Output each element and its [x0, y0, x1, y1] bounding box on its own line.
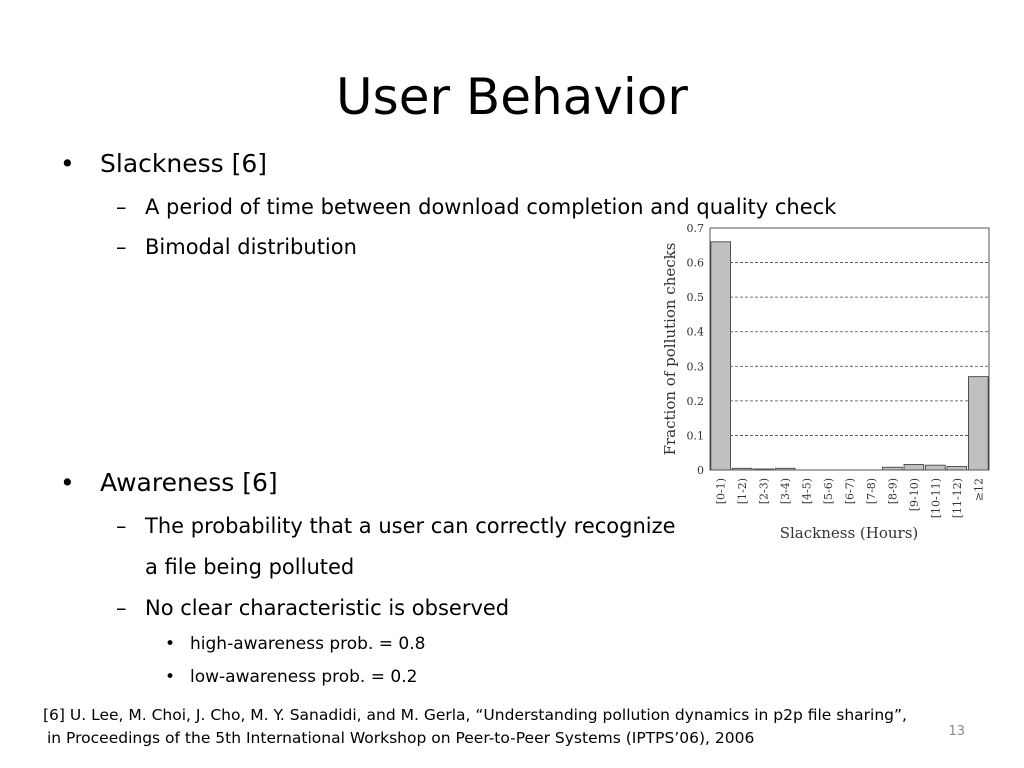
- y-tick-label: 0.1: [686, 429, 704, 443]
- x-tick-label: [6-7): [843, 478, 857, 505]
- sub-bullet-marker: –: [116, 195, 127, 219]
- x-tick-label: [9-10): [907, 478, 921, 512]
- bullet-slackness: Slackness [6]: [100, 149, 267, 178]
- bar: [925, 465, 945, 470]
- sub-bullet-marker: –: [116, 514, 127, 538]
- sub-bullet-probability: The probability that a user can correctly recognize: [145, 514, 676, 538]
- sub-bullet-marker: –: [116, 235, 127, 259]
- x-tick-label: [10-11): [929, 478, 943, 519]
- x-tick-label: [3-4): [779, 478, 793, 505]
- slackness-bar-chart: [650, 220, 1000, 550]
- x-axis-label: Slackness (Hours): [779, 524, 919, 542]
- bar: [947, 467, 967, 470]
- reference-line-2: in Proceedings of the 5th International Workshop on Peer-to-Peer Systems (IPTPS’06), 2006: [47, 729, 755, 747]
- y-axis-label: Fraction of pollution checks: [661, 242, 679, 456]
- sub-sub-bullet-low: low-awareness prob. = 0.2: [190, 667, 418, 687]
- bar: [904, 464, 924, 470]
- reference-line-1: [6] U. Lee, M. Choi, J. Cho, M. Y. Sanadidi, and M. Gerla, “Understanding pollution dynamics in p2p file sharing”,: [43, 706, 907, 724]
- sub-sub-bullet-marker: •: [165, 667, 176, 687]
- y-tick-label: 0.4: [686, 325, 704, 339]
- bullet-marker: •: [60, 149, 75, 178]
- bar: [711, 242, 731, 470]
- sub-bullet-no-characteristic: No clear characteristic is observed: [145, 596, 510, 620]
- sub-bullet-definition: A period of time between download completion and quality check: [145, 195, 837, 219]
- x-tick-label: [5-6): [822, 478, 836, 505]
- y-tick-label: 0: [697, 464, 704, 477]
- slide-title: User Behavior: [336, 68, 688, 126]
- x-tick-label: [2-3): [757, 478, 771, 505]
- y-tick-label: 0.6: [686, 256, 704, 270]
- sub-sub-bullet-high: high-awareness prob. = 0.8: [190, 634, 426, 654]
- page-number: 13: [948, 724, 965, 739]
- x-tick-label: ≥12: [972, 478, 986, 502]
- x-tick-label: [1-2): [736, 478, 750, 505]
- sub-bullet-marker: –: [116, 596, 127, 620]
- sub-bullet-probability-cont: a file being polluted: [145, 555, 355, 579]
- x-tick-label: [7-8): [864, 478, 878, 505]
- bullet-marker: •: [60, 468, 75, 497]
- x-tick-label: [4-5): [800, 478, 814, 505]
- y-tick-label: 0.3: [686, 360, 704, 374]
- y-tick-label: 0.5: [686, 291, 704, 305]
- plot-frame: [710, 228, 989, 470]
- sub-sub-bullet-marker: •: [165, 634, 176, 654]
- y-tick-label: 0.7: [686, 222, 704, 235]
- x-tick-label: [8-9): [886, 478, 900, 505]
- y-tick-label: 0.2: [686, 394, 704, 408]
- x-tick-label: [0-1): [714, 478, 728, 505]
- x-tick-label: [11-12): [950, 478, 964, 519]
- bar: [968, 377, 988, 470]
- sub-bullet-bimodal: Bimodal distribution: [145, 235, 357, 259]
- bullet-awareness: Awareness [6]: [100, 468, 278, 497]
